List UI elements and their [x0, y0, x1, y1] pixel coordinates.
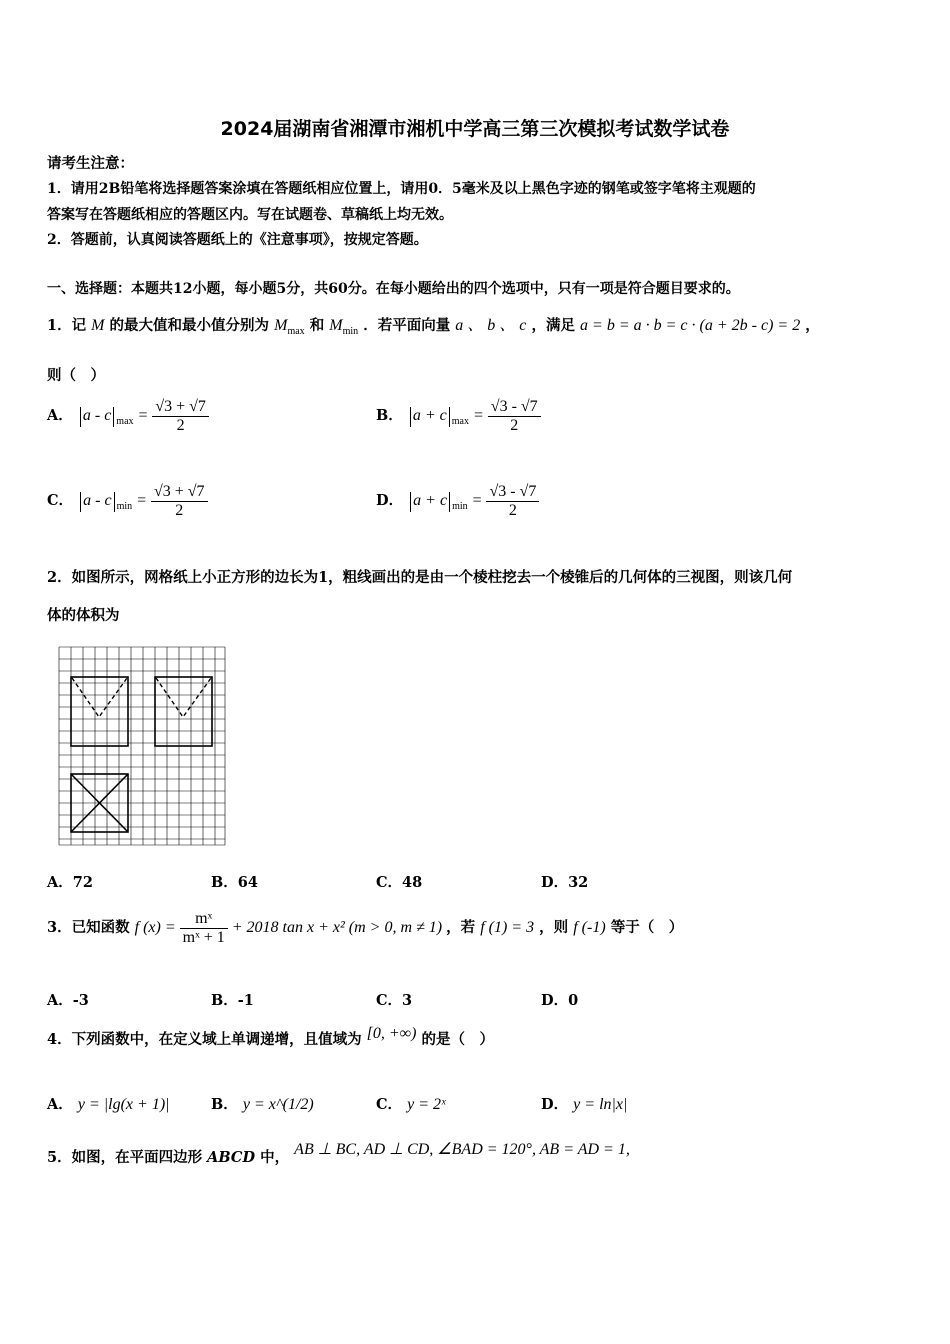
- q2-option-c: C．48: [376, 874, 423, 891]
- q1-option-d: D． a + c $_{min}$ = $\frac{√3 - √7}{2}$: [376, 483, 539, 520]
- three-view-figure: [56, 645, 228, 847]
- q3-function: f (x) =: [134, 919, 176, 937]
- question-4: [47, 1025, 494, 1049]
- q1-option-c: C． a - c $_{min}$ = $\frac{√3 + √7}{2}$: [47, 483, 208, 520]
- q4-range: [0, +∞): [366, 1025, 417, 1042]
- q1-and: 和: [309, 317, 325, 334]
- q1-vectors: a 、 b 、 c: [455, 317, 527, 334]
- q1-m: M: [91, 317, 105, 334]
- q5-condition: AB ⊥ BC, AD ⊥ CD, ∠BAD = 120°, AB = AD = 1,: [294, 1141, 630, 1158]
- q1-prefix: 1．记: [47, 317, 87, 334]
- q4-option-a: A． y = |lg(x + 1)|: [47, 1096, 170, 1113]
- q1-text-3: ，满足: [531, 317, 575, 334]
- q3-text-2: ，则: [539, 919, 569, 937]
- q4-prefix: 4．下列函数中，在定义域上单调递增，且值域为: [47, 1031, 362, 1048]
- question-3: [47, 910, 683, 947]
- q3-text-3: 等于（ ）: [610, 919, 684, 937]
- q3-prefix: 3．已知函数: [47, 919, 130, 937]
- notice-line-3: 2．答题前，认真阅读答题纸上的《注意事项》，按规定答题。: [47, 232, 428, 248]
- question-2-line-1: 2．如图所示，网格纸上小正方形的边长为1，粗线画出的是由一个棱柱挖去一个棱锥后的几何体的三视图，则该几何: [47, 569, 793, 586]
- notice-line-1: 1．请用2B铅笔将选择题答案涂填在答题纸相应位置上，请用0．5毫米及以上黑色字迹的钢笔或签字笔将主观题的: [47, 181, 756, 197]
- q1-mmin: $M_{min}$: [329, 317, 359, 337]
- q3-fraction: $\frac{\text{mˣ}}{\text{mˣ + 1}}$: [180, 910, 228, 947]
- q5-mid: 中，: [260, 1149, 290, 1166]
- q4-option-b: B． y = x^(1/2): [211, 1096, 314, 1113]
- q3-rest: + 2018 tan x + x² (m > 0, m ≠ 1): [231, 919, 443, 937]
- q3-target: f (-1): [573, 919, 606, 937]
- q2-option-d: D．32: [541, 874, 589, 891]
- q3-text-1: ，若: [446, 919, 476, 937]
- notice-heading: 请考生注意：: [47, 155, 134, 172]
- q3-option-b: B．-1: [211, 992, 254, 1009]
- q1-text-2: ．若平面向量: [363, 317, 451, 334]
- q1-option-b: B． a + c $_{max}$ = $\frac{√3 - √7}{2}$: [376, 398, 541, 435]
- q5-name: ABCD: [207, 1149, 256, 1166]
- question-2-line-2: 体的体积为: [47, 607, 120, 624]
- q1-end: ，: [805, 317, 820, 334]
- q1-mmax: $M_{max}$: [274, 317, 305, 337]
- question-1: [47, 312, 820, 335]
- page-title: 2024届湖南省湘潭市湘机中学高三第三次模拟考试数学试卷: [220, 118, 730, 140]
- q5-prefix: 5．如图，在平面四边形: [47, 1149, 203, 1166]
- q1-then: 则（ ）: [47, 367, 105, 384]
- q3-option-a: A．-3: [47, 992, 89, 1009]
- section-heading: 一、选择题：本题共12小题，每小题5分，共60分。在每小题给出的四个选项中，只有一项是符合题目要求的。: [47, 281, 740, 297]
- q3-option-d: D．0: [541, 992, 579, 1009]
- notice-line-2: 答案写在答题纸相应的答题区内。写在试题卷、草稿纸上均无效。: [47, 207, 453, 223]
- q2-option-b: B．64: [211, 874, 258, 891]
- q3-option-c: C．3: [376, 992, 413, 1009]
- q2-option-a: A．72: [47, 874, 93, 891]
- q4-option-d: D． y = ln|x|: [541, 1096, 628, 1113]
- q1-condition: a = b = a · b = c · (a + 2b - c) = 2: [580, 317, 801, 334]
- q4-suffix: 的是（ ）: [421, 1031, 494, 1048]
- q1-text-1: 的最大值和最小值分别为: [109, 317, 270, 334]
- q3-condition: f (1) = 3: [480, 919, 535, 937]
- q4-option-c: C． y = 2ˣ: [376, 1096, 446, 1113]
- question-5: [47, 1141, 630, 1167]
- q1-option-a: A． a - c $_{max}$ = $\frac{√3 + √7}{2}$: [47, 398, 209, 435]
